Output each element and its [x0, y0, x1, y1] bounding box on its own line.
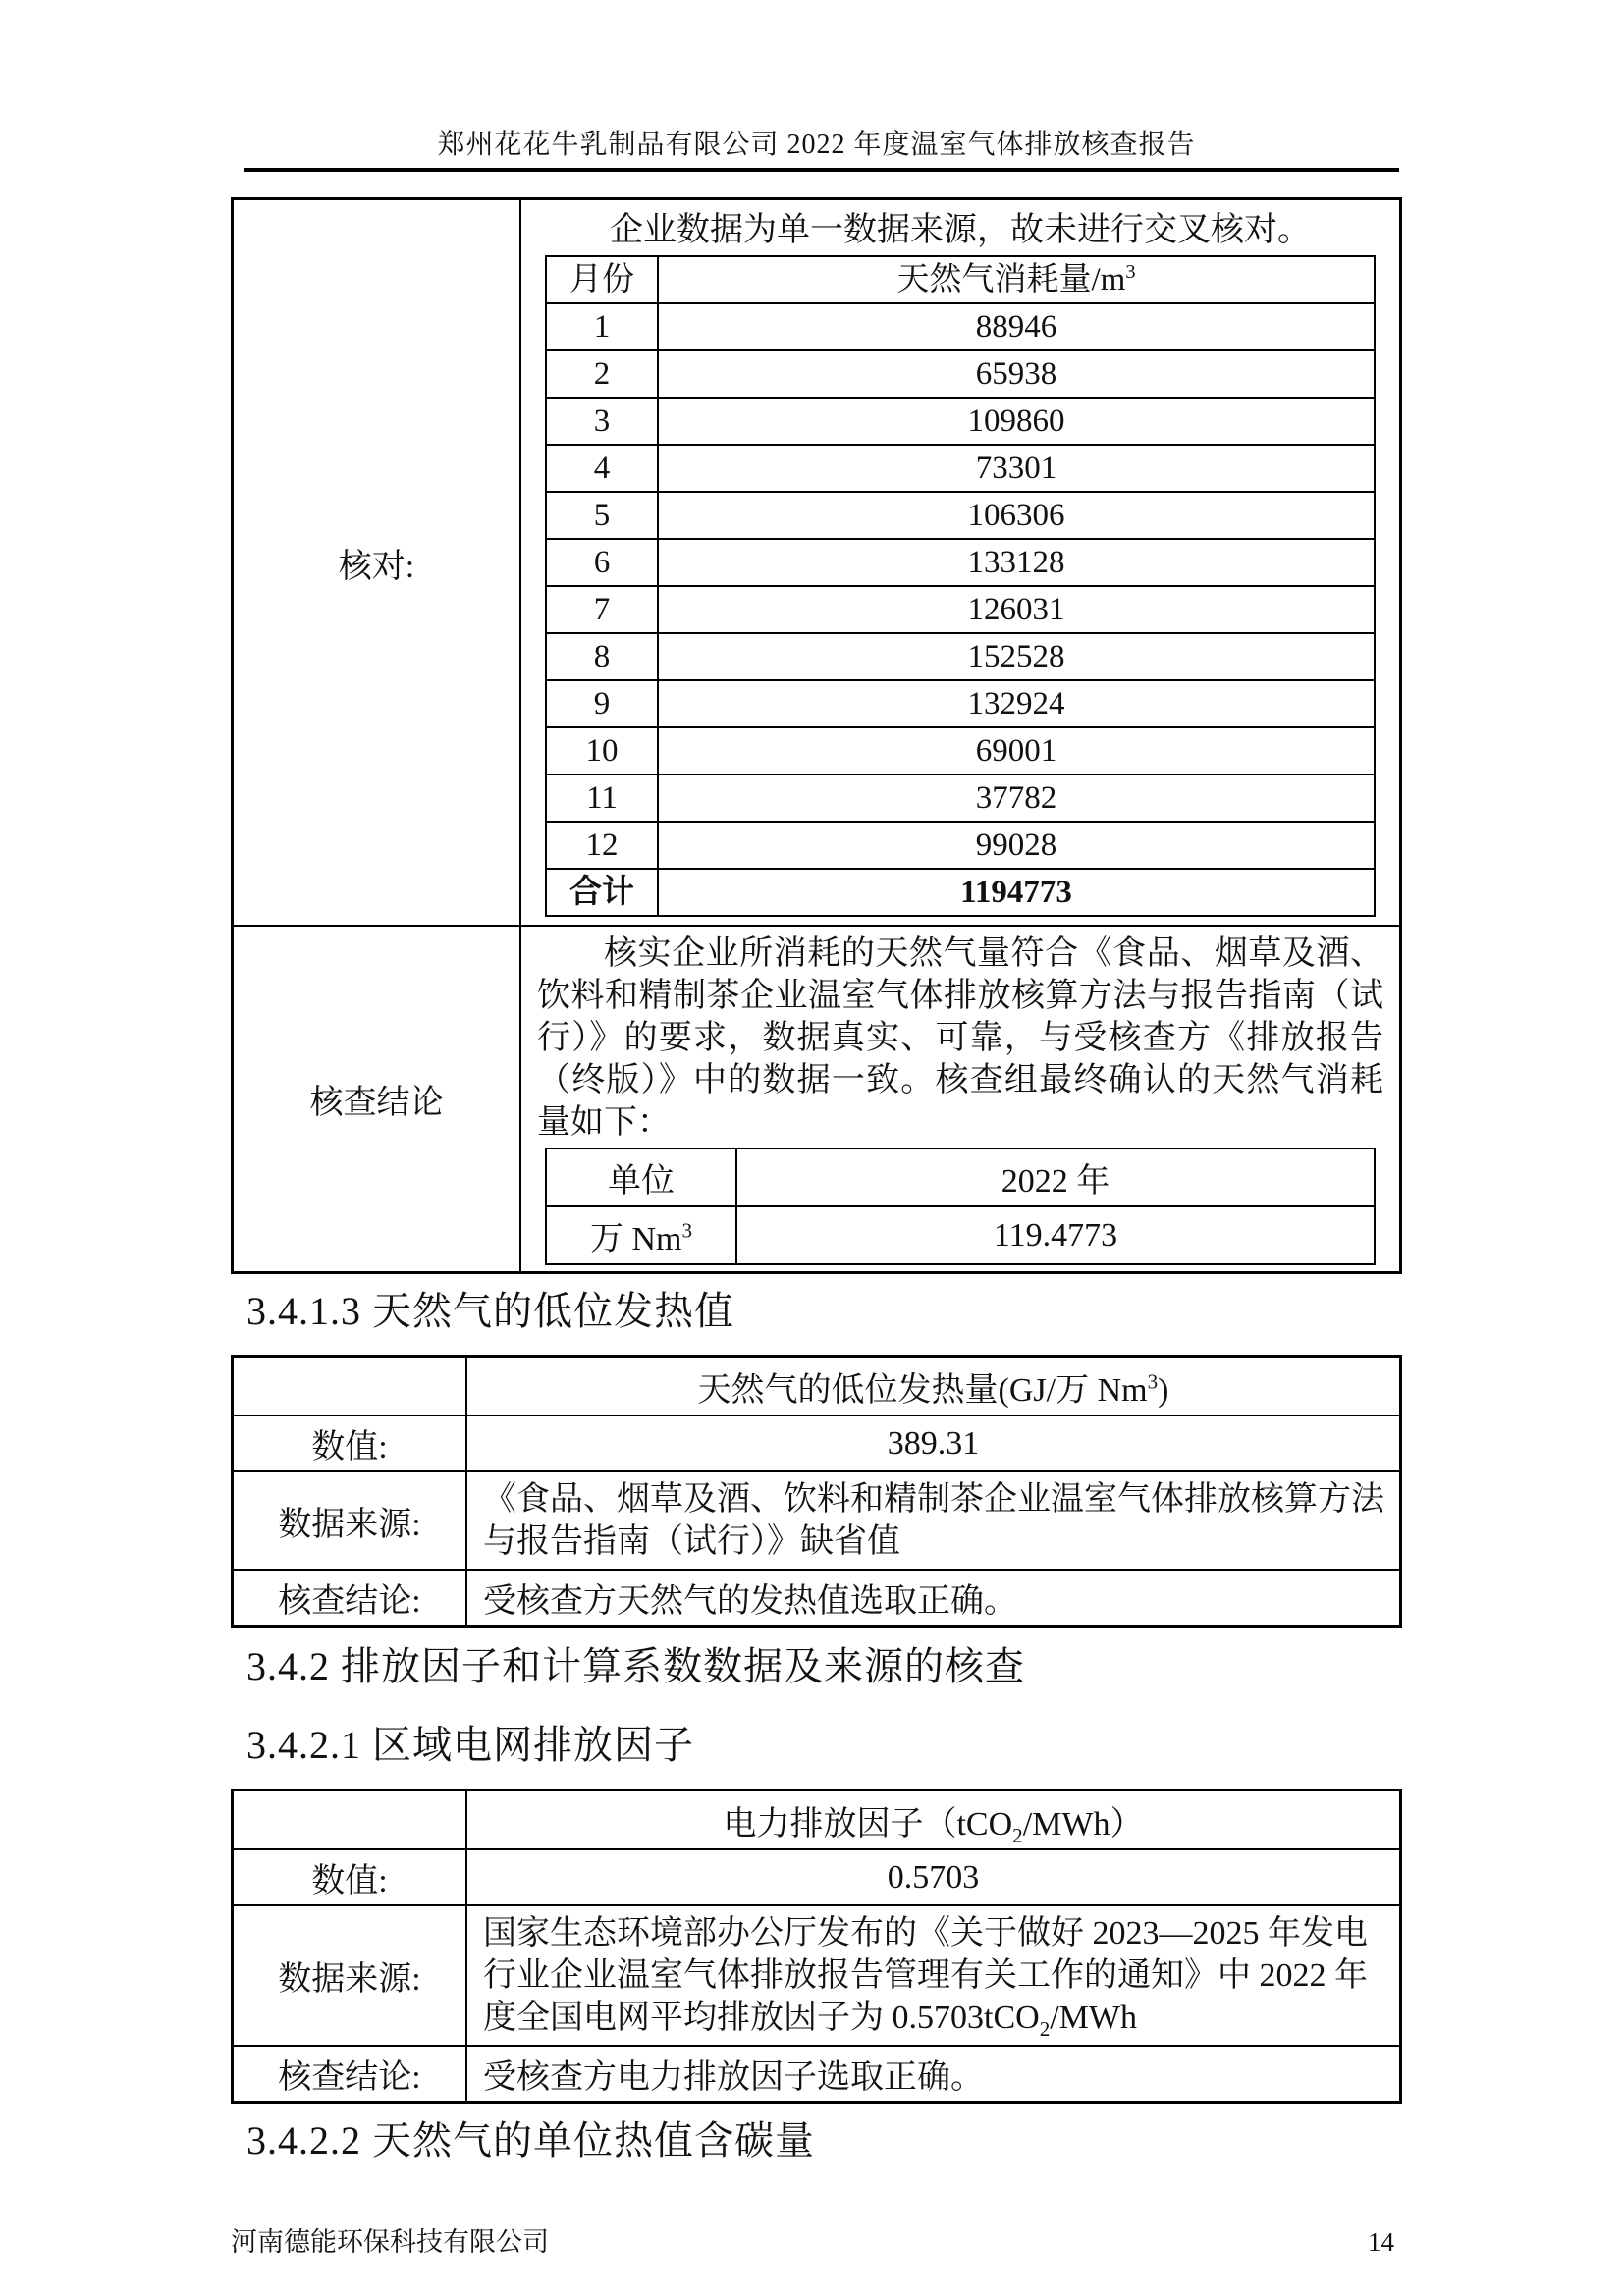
- footer-company: 河南德能环保科技有限公司: [231, 2227, 549, 2257]
- header-post: ): [1158, 1371, 1169, 1409]
- source-row: [233, 1471, 1401, 1570]
- unit-value-sup: 3: [681, 1218, 693, 1243]
- section-heading-3.4.2.1: 3.4.2.1 区域电网排放因子: [246, 1723, 694, 1767]
- value-cell: 109860: [658, 398, 1375, 445]
- empty-corner-cell: [233, 1790, 467, 1850]
- table-row: [546, 445, 1375, 492]
- header-text: 电力排放因子（tCO: [723, 1805, 1013, 1842]
- table-row: [546, 398, 1375, 445]
- conclusion-row: [233, 1570, 1401, 1627]
- header-row: [233, 1790, 1401, 1850]
- heating-value-table: [231, 1355, 1402, 1628]
- value-row: [233, 1849, 1401, 1905]
- source-row: [233, 1905, 1401, 2046]
- value-label: 数值:: [233, 1415, 467, 1471]
- page-header-title: 郑州花花牛乳制品有限公司 2022 年度温室气体排放核查报告: [437, 130, 1196, 160]
- section-heading-3.4.2: 3.4.2 排放因子和计算系数数据及来源的核查: [246, 1644, 1025, 1688]
- unit-value-text: 万 Nm: [589, 1221, 682, 1257]
- section-heading-3.4.1.3: 3.4.1.3 天然气的低位发热值: [246, 1289, 734, 1333]
- month-cell: 4: [546, 445, 658, 492]
- value-cell: 73301: [658, 445, 1375, 492]
- table-row: [546, 539, 1375, 586]
- month-cell: 12: [546, 822, 658, 869]
- conclusion-content-cell: [520, 926, 1401, 1273]
- value-cell: 152528: [658, 633, 1375, 680]
- page-footer: [231, 2225, 1402, 2259]
- empty-corner-cell: [233, 1357, 467, 1416]
- conclusion-row: [233, 926, 1401, 1273]
- conclusion-paragraph: 核实企业所消耗的天然气量符合《食品、烟草及酒、饮料和精制茶企业温室气体排放核算方法与报告指南（试行）》的要求，数据真实、可靠，与受核查方《排放报告（终版）》中的数据一致。核查组最终确认的天然气消耗量如下：: [537, 935, 1383, 1141]
- check-content-cell: [520, 199, 1401, 927]
- source-text: 《食品、烟草及酒、饮料和精制茶企业温室气体排放核算方法与报告指南（试行）》缺省值: [466, 1471, 1401, 1570]
- value-cell: 37782: [658, 774, 1375, 822]
- conclusion-text: 受核查方天然气的发热值选取正确。: [466, 1570, 1401, 1627]
- table-row: [546, 680, 1375, 727]
- month-cell: 3: [546, 398, 658, 445]
- conclusion-label: 核查结论: [233, 926, 521, 1273]
- value-cell: 133128: [658, 539, 1375, 586]
- value-header-text: 天然气消耗量/m: [896, 261, 1126, 297]
- month-column-header: 月份: [546, 256, 658, 303]
- unit-header: 单位: [546, 1148, 736, 1206]
- table-row: [546, 633, 1375, 680]
- table-row: [546, 303, 1375, 350]
- page-content: [231, 0, 1402, 2259]
- month-cell: 8: [546, 633, 658, 680]
- total-label: 合计: [546, 869, 658, 916]
- value-cell: 132924: [658, 680, 1375, 727]
- total-row: [546, 869, 1375, 916]
- table-row: [546, 586, 1375, 633]
- header-rule: [244, 168, 1399, 172]
- value-cell: 99028: [658, 822, 1375, 869]
- header-sup: 3: [1147, 1369, 1159, 1394]
- months-header-row: [546, 256, 1375, 303]
- conclusion-row: [233, 2046, 1401, 2103]
- value-header-sup: 3: [1125, 260, 1136, 283]
- source-label: 数据来源:: [233, 1471, 467, 1570]
- table-row: [546, 492, 1375, 539]
- total-value: 1194773: [658, 869, 1375, 916]
- single-source-note: 企业数据为单一数据来源，故未进行交叉核对。: [610, 212, 1311, 248]
- header-post: /MWh）: [1022, 1805, 1144, 1842]
- month-cell: 11: [546, 774, 658, 822]
- value-cell: 88946: [658, 303, 1375, 350]
- value-row: [233, 1415, 1401, 1471]
- heating-value-header: [466, 1357, 1401, 1416]
- footer-page-number: 14: [1368, 2227, 1394, 2257]
- month-cell: 10: [546, 727, 658, 774]
- table-row: [546, 727, 1375, 774]
- month-cell: 1: [546, 303, 658, 350]
- month-cell: 6: [546, 539, 658, 586]
- conclusion-text: 受核查方电力排放因子选取正确。: [466, 2046, 1401, 2103]
- month-cell: 2: [546, 350, 658, 398]
- value-cell: 126031: [658, 586, 1375, 633]
- confirmed-consumption-table: [545, 1148, 1376, 1265]
- conclusion-label: 核查结论:: [233, 2046, 467, 2103]
- header-text: 天然气的低位发热量(GJ/万 Nm: [697, 1371, 1148, 1409]
- table-row: [546, 822, 1375, 869]
- header-sub: 2: [1012, 1823, 1023, 1847]
- value-cell: 106306: [658, 492, 1375, 539]
- unit-value: [546, 1206, 736, 1264]
- units-header-row: [546, 1148, 1375, 1206]
- conclusion-label: 核查结论:: [233, 1570, 467, 1627]
- monthly-consumption-table: [545, 255, 1376, 917]
- value-cell: 69001: [658, 727, 1375, 774]
- grid-emission-factor-table: [231, 1789, 1402, 2104]
- verification-table: [231, 197, 1402, 1274]
- source-sub: 2: [1039, 2016, 1051, 2041]
- value: 389.31: [466, 1415, 1401, 1471]
- month-cell: 9: [546, 680, 658, 727]
- value-label: 数值:: [233, 1849, 467, 1905]
- units-value-row: [546, 1206, 1375, 1264]
- source-label: 数据来源:: [233, 1905, 467, 2046]
- year-header: 2022 年: [736, 1148, 1375, 1206]
- emission-factor-header: [466, 1790, 1401, 1850]
- check-row: [233, 199, 1401, 927]
- value-cell: 65938: [658, 350, 1375, 398]
- year-value: 119.4773: [736, 1206, 1375, 1264]
- source-text: [466, 1905, 1401, 2046]
- value-column-header: [658, 256, 1375, 303]
- source-pre: 国家生态环境部办公厅发布的《关于做好 2023—2025 年发电行业企业温室气体排放报告管理有关工作的通知》中 2022 年度全国电网平均排放因子为 0.5703tCO: [483, 1915, 1368, 2036]
- month-cell: 7: [546, 586, 658, 633]
- table-row: [546, 350, 1375, 398]
- header-row: [233, 1357, 1401, 1416]
- month-cell: 5: [546, 492, 658, 539]
- table-row: [546, 774, 1375, 822]
- section-heading-3.4.2.2: 3.4.2.2 天然气的单位热值含碳量: [246, 2118, 815, 2163]
- check-label: 核对:: [233, 199, 521, 927]
- source-post: /MWh: [1050, 2000, 1138, 2036]
- value: 0.5703: [466, 1849, 1401, 1905]
